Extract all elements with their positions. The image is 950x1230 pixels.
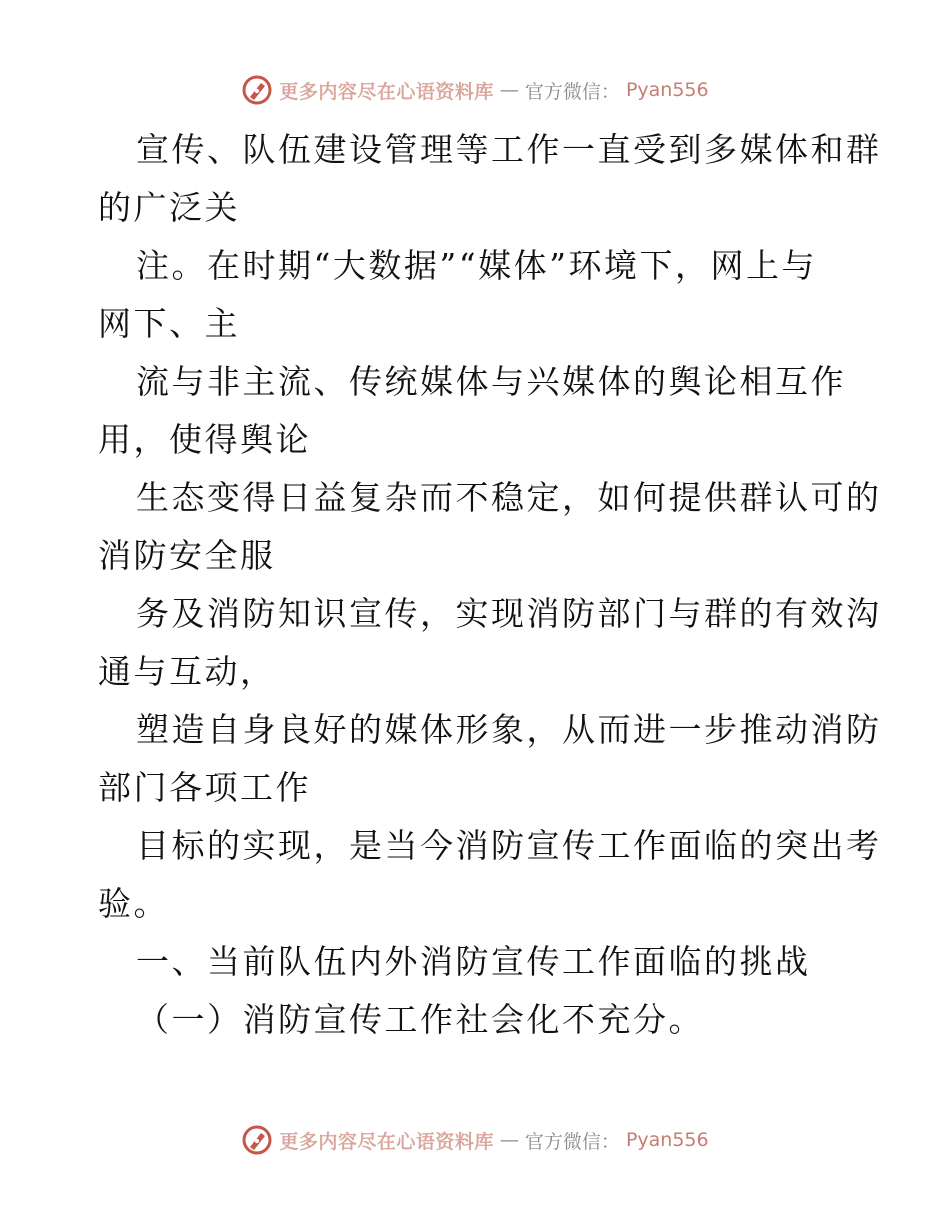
text-line: 用，使得舆论	[98, 420, 311, 459]
watermark-official: 官方微信：	[524, 80, 620, 103]
text-line: 注。在时期“大数据”“媒体”环境下，网上与	[136, 246, 817, 285]
document-body	[98, 121, 882, 1049]
text-line: 塑造自身良好的媒体形象，从而进一步推动消防	[136, 710, 882, 749]
text-line: 目标的实现，是当今消防宣传工作面临的突出考	[136, 826, 882, 865]
watermark-dash: —	[499, 1129, 519, 1151]
watermark-id: Pyan556	[625, 79, 709, 101]
subsection-heading: （一）消防宣传工作社会化不充分。	[136, 1000, 704, 1039]
watermark-dash: —	[499, 79, 519, 101]
footer-watermark	[0, 1120, 950, 1160]
text-line: 部门各项工作	[98, 768, 311, 807]
text-line: 生态变得日益复杂而不稳定，如何提供群认可的	[136, 478, 882, 517]
header-watermark	[0, 70, 950, 110]
section-heading: 一、当前队伍内外消防宣传工作面临的挑战	[136, 942, 811, 981]
watermark-id: Pyan556	[625, 1129, 709, 1151]
text-line: 网下、主	[98, 304, 240, 343]
text-line: 通与互动，	[98, 652, 276, 691]
text-line: 流与非主流、传统媒体与兴媒体的舆论相互作	[136, 362, 846, 401]
watermark-brand: 更多内容尽在心语资料库	[279, 1130, 494, 1153]
text-line: 务及消防知识宣传，实现消防部门与群的有效沟	[136, 594, 882, 633]
watermark-official: 官方微信：	[524, 1130, 620, 1153]
pen-logo-icon	[241, 1124, 273, 1156]
text-line: 的广泛关	[98, 188, 240, 227]
pen-logo-icon	[241, 74, 273, 106]
text-line: 验。	[98, 884, 169, 923]
text-line: 消防安全服	[98, 536, 276, 575]
watermark-brand: 更多内容尽在心语资料库	[279, 80, 494, 103]
text-line: 宣传、队伍建设管理等工作一直受到多媒体和群	[136, 130, 882, 169]
